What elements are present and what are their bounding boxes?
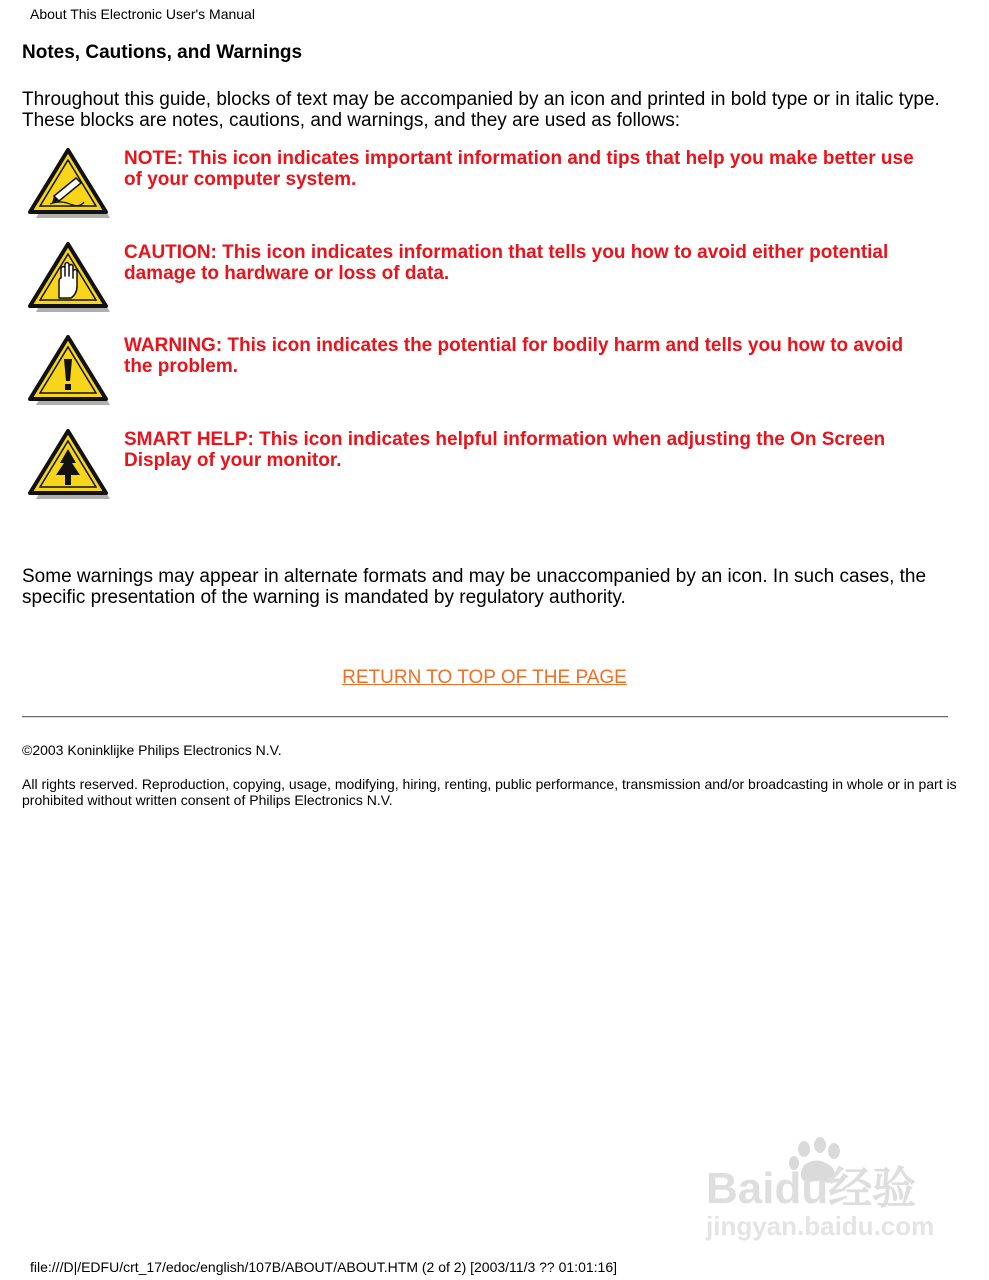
notice-caution-text: CAUTION: This icon indicates information that tells you how to avoid either potential damage to hardware or loss of data. (124, 242, 889, 284)
copyright-notice: ©2003 Koninklijke Philips Electronics N.V. (22, 742, 282, 758)
notice-note-text: NOTE: This icon indicates important information and tips that help you make better use of your computer system. (124, 148, 914, 190)
notice-note (26, 148, 926, 228)
footer-file-path: file:///D|/EDFU/crt_17/edoc/english/107B/ABOUT/ABOUT.HTM (2 of 2) [2003/11/3 ?? 01:01:16] (30, 1259, 617, 1275)
return-to-top-link[interactable]: RETURN TO TOP OF THE PAGE (342, 667, 627, 688)
notice-warning (26, 335, 926, 415)
notice-caution (26, 242, 926, 322)
baidu-jingyan-watermark (700, 1135, 940, 1245)
horizontal-divider (22, 716, 948, 718)
section-title: Notes, Cautions, and Warnings (22, 42, 303, 63)
notice-warning-text: WARNING: This icon indicates the potential for bodily harm and tells you how to avoid the problem. (124, 335, 904, 377)
alternate-format-paragraph: Some warnings may appear in alternate formats and may be unaccompanied by an icon. In such cases, the specific presentation of the warning is mandated by regulatory authority. (22, 566, 927, 608)
notice-smart-help (26, 429, 926, 509)
page-header-title: About This Electronic User's Manual (30, 6, 255, 22)
watermark-brand: Baidu经验 (706, 1164, 917, 1213)
smart-help-icon (26, 429, 110, 499)
return-to-top (0, 667, 969, 689)
warning-exclamation-icon (26, 335, 110, 405)
note-pencil-icon (26, 148, 110, 218)
rights-reserved-notice: All rights reserved. Reproduction, copying, usage, modifying, hiring, renting, public performance, transmission and/or broadcasting in whole or in part is prohibited without written consent of Philips Electronics N.V. (22, 776, 957, 808)
notice-smart-help-text: SMART HELP: This icon indicates helpful information when adjusting the On Screen Display of your monitor. (124, 429, 886, 471)
intro-paragraph: Throughout this guide, blocks of text may be accompanied by an icon and printed in bold type or in italic type. These blocks are notes, cautions, and warnings, and they are used as follows: (22, 89, 940, 131)
watermark-url: jingyan.baidu.com (706, 1211, 935, 1241)
caution-hand-icon (26, 242, 110, 312)
